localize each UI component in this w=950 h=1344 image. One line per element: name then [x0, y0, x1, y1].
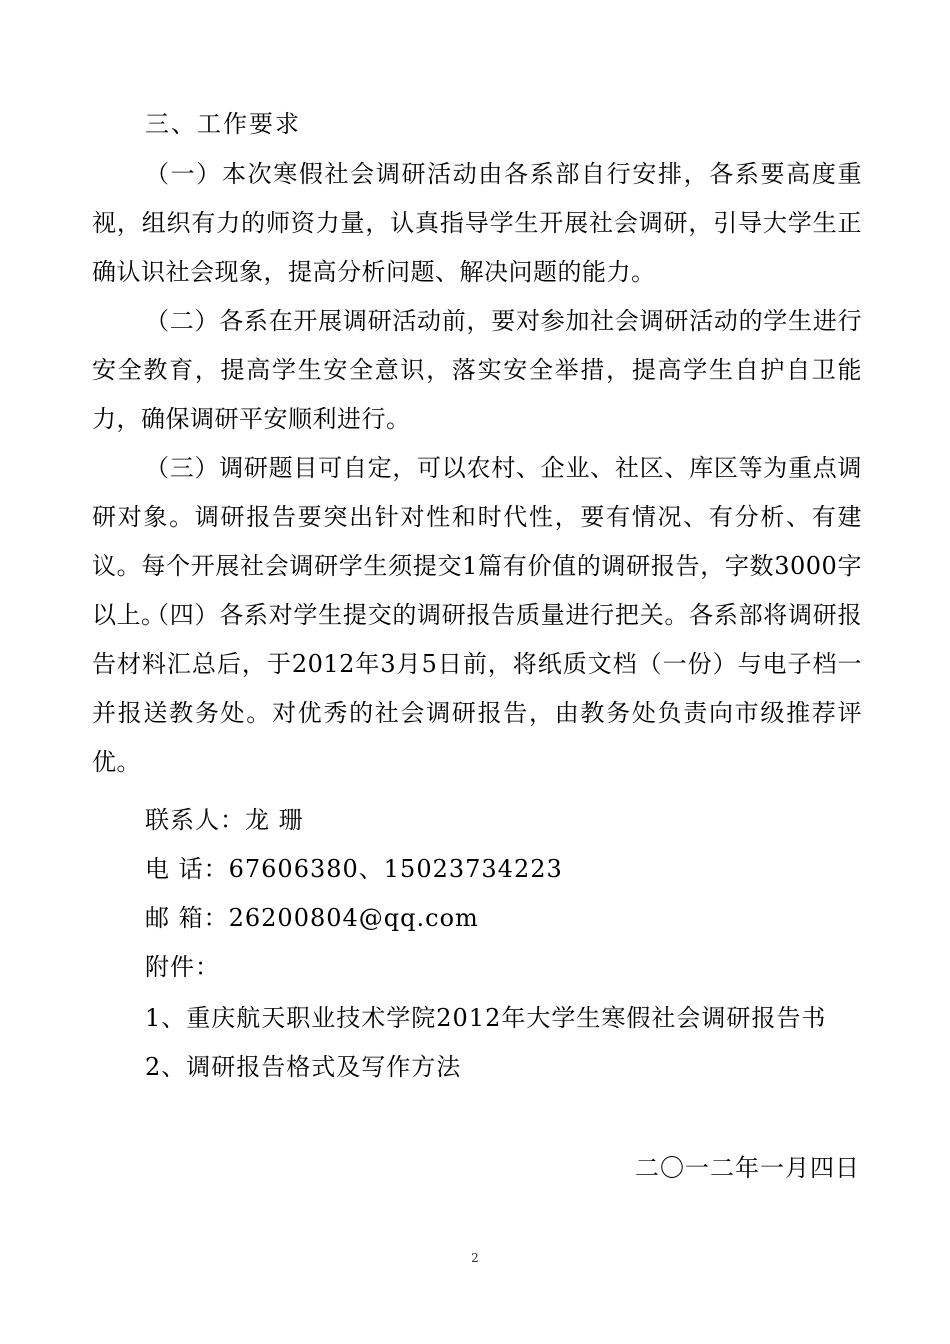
attachment-item-2: 2、调研报告格式及写作方法 [145, 1053, 462, 1081]
paragraph-4: （四）各系对学生提交的调研报告质量进行把关。各系部将调研报告材料汇总后，于2012年3月5日前，将纸质文档（一份）与电子档一并报送教务处。对优秀的社会调研报告，由教务处负责向市级推荐评优。 [92, 601, 862, 776]
paragraph-1: （一）本次寒假社会调研活动由各系部自行安排，各系要高度重视，组织有力的师资力量，认真指导学生开展社会调研，引导大学生正确认识社会现象，提高分析问题、解决问题的能力。 [92, 160, 862, 286]
attachment-item-1: 1、重庆航天职业技术学院2012年大学生寒假社会调研报告书 [145, 1004, 827, 1032]
contact-email: 邮 箱：26200804@qq.com [145, 904, 479, 932]
page-number: 2 [471, 1251, 479, 1265]
paragraph-3: （三）调研题目可自定，可以农村、企业、社区、库区等为重点调研对象。调研报告要突出针对性和时代性，要有情况、有分析、有建议。每个开展社会调研学生须提交1篇有价值的调研报告，字数3000字以上。 [92, 454, 862, 629]
section-heading: 三、工作要求 [145, 110, 301, 138]
document-date: 二〇一二年一月四日 [635, 1154, 860, 1182]
attachments-label: 附件： [145, 953, 220, 981]
contact-person: 联系人：龙 珊 [145, 806, 304, 834]
contact-phone: 电 话：67606380、15023734223 [145, 855, 563, 883]
paragraph-2: （二）各系在开展调研活动前，要对参加社会调研活动的学生进行安全教育，提高学生安全意识，落实安全举措，提高学生自护自卫能力，确保调研平安顺利进行。 [92, 307, 862, 433]
